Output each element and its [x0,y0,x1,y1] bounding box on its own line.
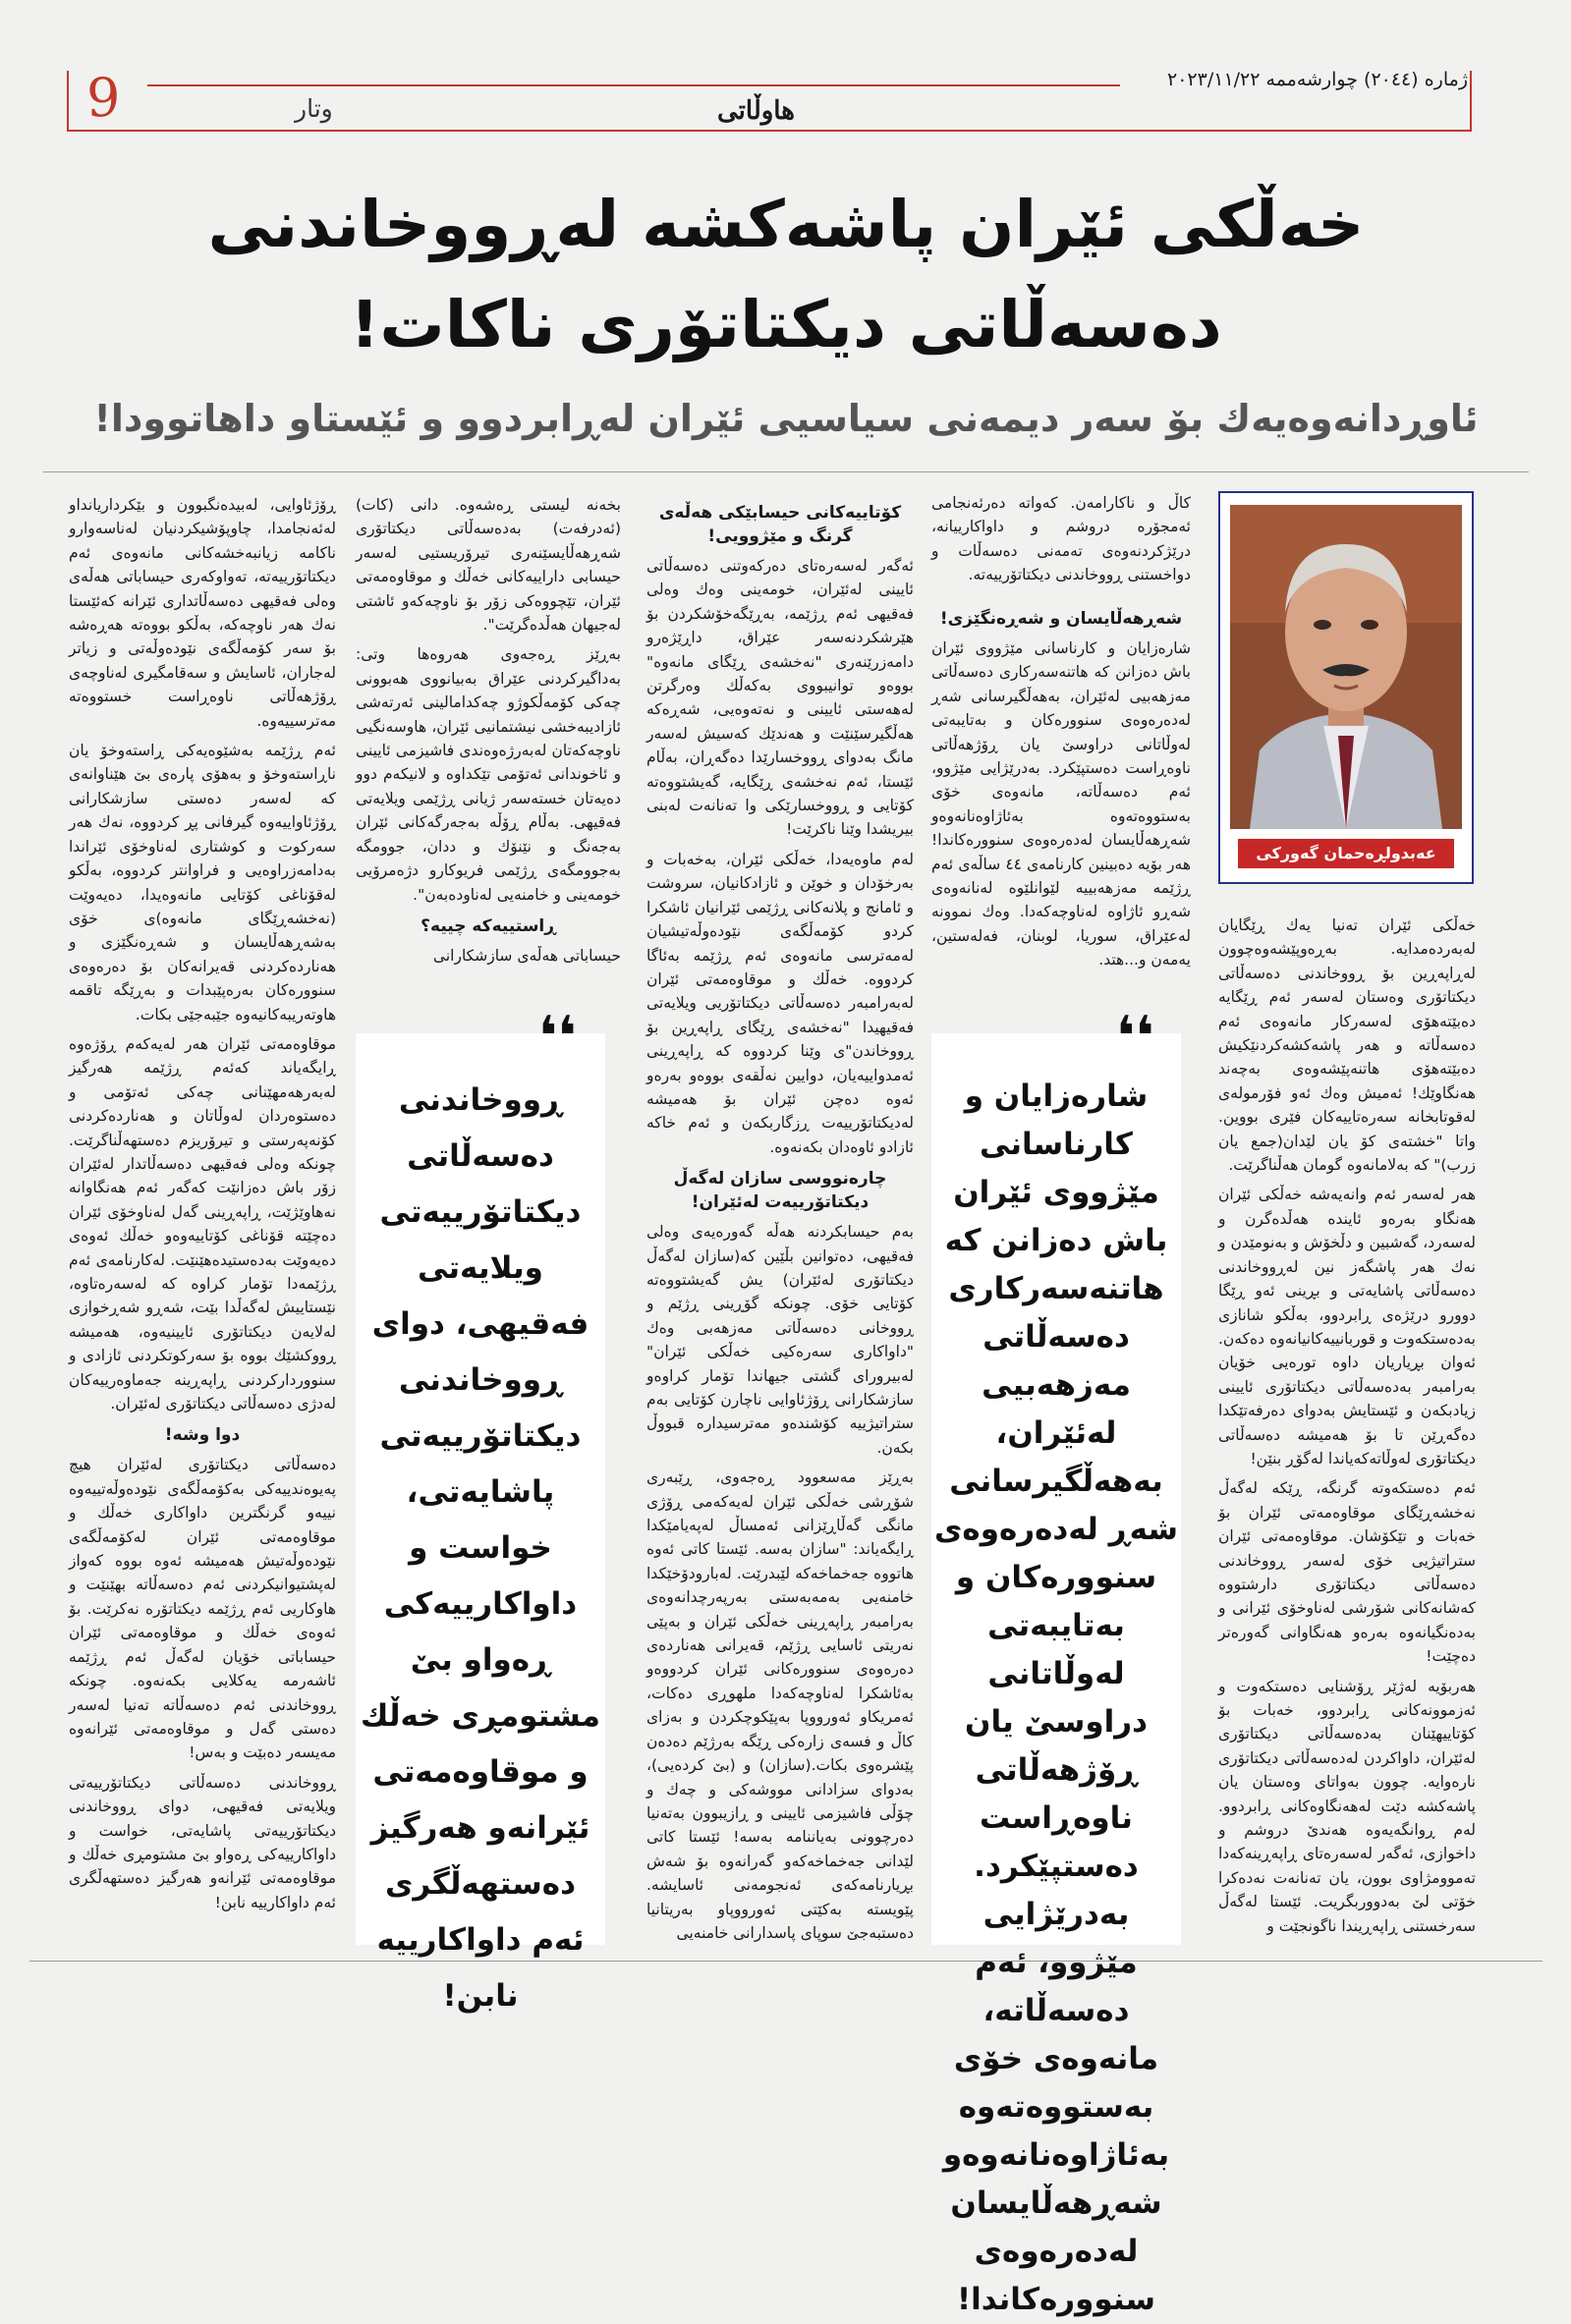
column-right-top [931,491,1191,593]
paragraph: شارەزایان و کارناسانی مێژووی ئێران باش دەزانن کە هاتنەسەرکاری دەسەڵاتی مەزهەبیی لەئێران، بەهەڵگیرسانی شەڕ لەدەرەوەی سنوورەکان و بەتایبەتی لەوڵاتانی دراوسێ یان ڕۆژهەڵاتی ناوەڕاست دەستپێکرد. بەدرێژایی مێژوو، ئەم دەسەڵاتە، مانەوەی خۆی بەستووەتەوە بەئاژاوەنانەوەو شەڕهەڵایسان لەدەرەوەی سنوورەکاندا! هەر بۆیە دەبینین کارنامەی ٤٤ ساڵەی ئەم ڕژێمە مەزهەبییە لێوانلێوە لەنانەوەی شەڕو ئاژاوە لەناوچەکەدا. وەك نموونە لەعێراق، سوریا، لوبنان، فەلەستین، یەمەن و...هتد. [931,639,1191,969]
paragraph: ئەگەر لەسەرەتای دەرکەوتنی دەسەڵاتی ئایینی لەئێران، خومەینی وەك وەلی فەقیهی ئەم ڕژێمە، بەڕێگەخۆشکردن بۆ هێرشکردنەسەر عێراق، داڕێژەرو دامەزرێنەری "نەخشەی ڕێگای مانەوە" بووەو توانیبووی بەکەڵك وەرگرتن لەهەستی ئایینی و نەتەوەیی، شەڕەکە هەڵگیرسێنێت و هەندێك کەسیش لەسەر مانگ بەدوای ڕووخسارێدا دەگەڕان، بەڵام ئێستا، ئەم نەخشەی ڕێگایە، گەیشتووەتە کۆتایی و ڕووخسارێکی وا تەنانەت لەبنی بیریشدا وێنا ناکرێت! [646,557,914,839]
section-heading: شەڕهەڵایسان و شەڕەنگێزی! [939,609,1183,629]
author-portrait-icon [1230,505,1462,829]
section-heading: دوا وشە! [164,1425,241,1446]
author-name-caption: عەبدولڕەحمان گەورکی [1238,839,1454,868]
paragraph: خەڵکی ئێران تەنیا یەك ڕێگایان لەبەردەمدایە. بەڕەوپێشەوەچوون لەڕاپەڕین بۆ ڕووخاندنی دەسەڵاتی دیکتاتۆری وەستان لەسەر ئەم ڕێگایە دەبێتەهۆی لەسەرکار مانەوەی ئەم دەسەڵاتە و هەر پاشەکشەکردنێکیش دەبێتەهۆی هاتنەپێشەوەی بەچەند هەنگاوێك! ئەمیش وەك ئەو فۆرمولەی لەقوتابخانە سەرەتاییەکان فێری بووین. واتا "خشتەی کۆ یان لێدان(جمع یان زرب)" کە بەلامانەوە گومان هەڵناگرێت. [1218,916,1476,1175]
paragraph: هەر لەسەر ئەم وانەیەشە خەڵکی ئێران هەنگاو بەرەو ئایندە هەڵدەگرن و لەسەرد، گەشبین و دڵخۆش و بەنومێدن و نەك هەر پاشگەز نین لەڕووخاندنی دەسەڵاتی پاشایەتی و بڕینی ئەو ڕێگا دوورو درێژەی ڕابردوو، بەڵکو شانازی بەدەستکەوت و قوربانییەکانیانەوە دەکەن. ئەوان بڕیاریان داوە تورەیی خۆیان بەرامبەر بەدەسەڵاتی دیکتاتۆری ئایینی زیادبکەن و ئێستایش بەدوای دەرفەتێکدا دەگەڕێن تا بۆ هەمیشە دەسەڵاتی دیکتاتۆری لەوڵاتەکەیاندا لەگۆڕ بنێن! [1218,1186,1476,1467]
pull-quote-left: ڕووخاندنی دەسەڵاتی دیکتاتۆرییەتی ویلایەتی فەقیهی، دوای ڕووخاندنی دیکتاتۆرییەتی پاشایەتی، خواست و داواکارییەکی ڕەواو بێ مشتومڕی خەڵك و موقاوەمەتی ئێرانەو هەرگیز دەستهەڵگری ئەم داواکارییە نابن! [356,1033,605,1945]
header-rule [147,84,1120,86]
page-number: 9 [86,67,121,129]
paragraph: ڕووخاندنی دەسەڵاتی دیکتاتۆرییەتی ویلایەتی فەقیهی، دوای ڕووخاندنی دیکتاتۆرییەتی پاشایەتی، خواست و داواکارییەکی ڕەواو بێ مشتومڕی خەڵك و موقاوەمەتی ئێرانەو هەرگیز دەستهەڵگری ئەم داواکارییە نابن! [69,1773,336,1911]
author-photo [1230,505,1462,829]
paragraph: حیساباتی هەڵەی سازشکارانی [432,946,621,965]
article-title: خەڵکی ئێران پاشەکشە لەڕووخاندنی دەسەڵاتی دیکتاتۆری ناکات! [207,187,1365,362]
paragraph: بەڕێز ڕەجەوی هەروەها وتی: بەداگیرکردنی عێراق بەبیانووی هەبوونی چەکی کۆمەڵکوژو چەکدامالینی ئەرتەشی ئازادیبەخشی نیشتمانیی ئێران، هاوسەنگیی ناوچەکەتان لەبەرژەوەندی فاشیزمی ئایینی و ئاخوندانی ئەتۆمی تێکداوە و لانیکەم دوو دەیەتان خستەسەر ژیانی ڕژێمی ویلایەتی فەقیهی. بەڵام ڕۆڵە بەجەرگەکانی ئێران بەجەنگ و نێنۆك و ددان، جوومگە بەجوومگەی ڕژێمی فریوکارو دژەمرۆیی خومەینی و خامنەیی لەناودەبەن". [356,645,621,904]
paragraph: ئەم دەستکەوتە گرنگە، ڕێکە لەگەڵ نەخشەڕێگای موقاوەمەتی ئێران بۆ خەبات و تێکۆشان. موقاوەمەتی ئێران ستراتیژیی خۆی لەسەر ڕووخاندنی دەسەڵاتی دیکتاتۆری دارشتووە کەشانەکانی شۆرشی لەناوخۆی ئێرانی و بەدەنگیانەوە بەرەو هەنگاوانی گەورەتر دەچێت! [1218,1479,1476,1666]
paragraph: کاڵ و ناکارامەن. کەواتە دەرئەنجامی ئەمجۆرە دروشم و داواکارییانە، درێژکردنەوەی تەمەنی دەسەڵات و دواخستنی ڕووخاندنی دیکتاتۆرییەتە. [931,494,1191,584]
section-heading: چارەنووسی سازان لەگەڵ دیکتاتۆرییەت لەئێران! [673,1169,887,1213]
section-label: وتار [295,94,333,123]
paragraph: ڕۆژئاوایی، لەبیدەنگبوون و بێکرداریانداو لەئەنجامدا، چاوپۆشیکردنیان لەناسەوارو ناکامە زیانبەخشەکانی مانەوەی ئەم دیکتاتۆرییەتە، تەواوکەری حیساباتی هەڵەی وەلی فەقیهی دەسەڵاتداری ئێرانە کەئێستا نەك هەر ناوچەکە، بەڵکو بووەتە هەڕەشە بۆ سەر کۆمەڵگەی نێودەوڵەتی و زیاتر لەجاران، ئاسایش و سەقامگیری لەناوچەی ڕۆژهەڵاتی ناوەڕاست خستووەتە مەترسییەوە. [69,496,336,730]
title-divider [43,471,1529,472]
paragraph: ئەم ڕژێمە بەشێوەیەکی ڕاستەوخۆ یان ناڕاستەوخۆ و بەهۆی پارەی بێ هێناوانەی کە لەسەر دەستی سازشکارانی ڕۆژئاواییەوە گیرفانی پڕ کردووە، نەك هەر سەرکوت و کوشتاری لەناوخۆی ئێراندا بەدامەزراوەیی و فراوانتر کردووە، بەڵکو لەقۆناغی کۆتایی مانەوەیدا، دەیەوێت (نەخشەڕێگای مانەوە)ی خۆی بەشەڕهەڵایسان و شەڕەنگێزی و هەناردەکردنی قەیرانەکان بۆ دەرەوەی سنوورەکان بەرەپێبدات و بەڕێگە تاقمە هاوتەریبەکانیەوە جێبەجێی بکات. [69,742,336,1024]
column-4 [69,493,336,1920]
quote-mark-icon: ❛❛ [538,1005,577,1069]
column-2 [646,493,914,1951]
quote-mark-icon: ❛❛ [1116,1005,1154,1069]
paragraph: لەم ماوەیەدا، خەڵکی ئێران، بەخەبات و بەرخۆدان و خوێن و ئازادکانیان، سروشت و ئامانج و پلانەکانی ڕژێمی ئێرانیان ئاشکرا کردو کۆمەڵگەی نێودەوڵەتیشیان لەمەترسی مانەوەی ئەم ڕژێمە بەئاگا کردووە. خەڵك و موقاوەمەتی ئێران لەبەرامبەر دەسەڵاتی دیکتاتۆریی ویلایەتی فەقیهیدا "نەخشەی ڕێگای ڕاپەڕین بۆ ڕووخاندن"ی وێنا کردووە کە ڕاپەڕینی ئەمدواییەیان، دوایین نەڵقەی بووەو بەرەو ئەوە دەچن ئێران بۆ هەمیشە لەدیکتاتۆرییەت ڕزگاربکەن و ئەم خاکە ئازادو ئاوەدان بکەنەوە. [646,850,914,1156]
paragraph: موقاوەمەتی ئێران هەر لەیەکەم ڕۆژەوە ڕایگەیاند کەئەم ڕژێمە هەرگیز لەبەرهەمهێنانی چەکی ئەتۆمی و دەستوەردان لەوڵاتان و هەناردەکردنی کۆنەپەرستی و تیرۆریزم دەستهەڵناگرێت. چونکە وەلی فەقیهی دەسەڵاتدار لەئێران زۆر باش دەزانێت کەگەر ئەم هەنگاوانە نەهاوێژێت، ڕاپەڕینی گەل لەناوخۆی ئێران دەچێتە قۆناغی کۆتاییەوەو خەڵك ئەوەی دەیەوێت بەدەستیدەهێنێت. لەکارنامەی ئەم ڕژێمەدا تۆمار کراوە کە لەسەرەتاوە، نێستاییش لەگەڵدا بێت، شەڕو شەڕخوازی لەلایەن دیکتاتۆری ئایینیەوە، هەمیشە ڕووکشێك بووە بۆ سەرکوتکردنی ئازادی و سنووردارکردنی ڕاپەڕینە جەماوەرییەکان لەدژی دەسەڵاتی دیکتاتۆری لەئێران. [69,1034,336,1413]
newspaper-logo: هاوڵاتی [717,96,795,126]
pull-quote-right: شارەزایان و کارناسانی مێژووی ئێران باش دەزانن کە هاتنەسەرکاری دەسەڵاتی مەزهەبیی لەئێران، بەهەڵگیرسانی شەڕ لەدەرەوەی سنوورەکان و بەتایبەتی لەوڵاتانی دراوسێ یان ڕۆژهەڵاتی ناوەڕاست دەستپێکرد. بەدرێژایی مێژوو، ئەم دەسەڵاتە، مانەوەی خۆی بەستووەتەوە بەئاژاوەنانەوەو شەڕهەڵایسان لەدەرەوەی سنوورەکاندا! [931,1033,1181,1945]
column-3 [356,493,621,973]
section-heading: کۆتاییەکانی حیسابێکی هەڵەی گرنگ و مێژوویی! [658,503,902,546]
author-photo-frame [1218,491,1474,884]
bottom-divider [29,1961,1543,1962]
paragraph: بەڕێز مەسعوود ڕەجەوی، ڕێبەری شۆڕشی خەڵکی ئێران لەیەکەمی ڕۆژی مانگی گەڵاڕێزانی ئەمساڵ لەپەیامێکدا ڕایگەیاند: "سازان بەسە. ئێستا کاتی ئەوە هاتووە جەخماخەکە لێبدرێت. لەبارودۆخێکدا خامنەیی بەمەبەستی بەرپەرچدانەوەی بەرامبەر ڕاپەڕینی خەڵکی ئێران و بەپێی نەریتی ئاسایی ڕژێم، قەیرانی هەناردەی دەرەوەی سنوورەکانی ئێران کردووەو بەئاشکرا لەناوچەکەدا ملهوڕی دەکات، ئەمریکاو ئەورووپا بەپێکوچکردن و بەزای کاڵ و فسەی زارەکی ڕێگە بەرژێم دەدەن پێشرەوی بکات.(سازان) و (بێ کردەیی)، بەدوای سزادانی مووشەکی و چەك و چۆڵی فاشیزمی ئایینی و ڕازیبوون بەتەنیا دەرچوونی بەیاننامە بەسە! ئێستا کاتی لێدانی جەخماخەکەو گەرانەوە بۆ شەش بڕیارنامەکەی ئەنجومەنی ئاسایشە. پێویستە بەکێتی ئەورووپاو بەریتانیا دەستبەجێ سوپای پاسدارانی خامنەیی [646,1468,914,1942]
paragraph: هەربۆیە لەژێر ڕۆشنایی دەستکەوت و ئەزموونەکانی ڕابردوو، خەبات بۆ کۆتاییهێنان بەدەسەڵاتی دیکتاتۆری لەئێران، داواکردن لەدەسەڵاتی دیکتاتۆری نارەوایە. چوون بەواتای وەستان یان پاشەکشە دێت لەهەنگاوەکانی ڕابردوو. لەم ڕوانگەیەوە هەندێ دروشم و داخوازی، ئەگەر لەسەرەتای ڕاپەڕینەکەدا تەموومژاوی بوون، یان تەنانەت نەدەکرا خۆتی لێ بەدووربگریت. ئێستا لەگەڵ سەرخستنی ڕاپەڕیندا ناگونجێت و [1218,1677,1476,1935]
paragraph: بخەنە لیستی ڕەشەوە. دانی (کات) (ئەدرفەت) بەدەسەڵاتی دیکتاتۆری شەڕهەڵایسێنەری تیرۆریستیی لەسەر حیسابی داراییەکانی خەڵك و موقاوەمەتی ئێران، تێچووەکی زۆر بۆ ناوچەکەو ئاشتی لەجیهان هەڵدەگرێت". [356,496,621,635]
article-subtitle: ئاوڕدانەوەیەك بۆ سەر دیمەنی سیاسیی ئێران لەڕابردوو و ئێستاو داهاتوودا! [93,397,1479,440]
column-right-mid [931,599,1191,978]
issue-info: ژمارە (٢٠٤٤) چوارشەممە ٢٠٢٣/١١/٢٢ [1167,69,1468,90]
column-far-right [1218,913,1476,1944]
section-heading: ڕاستییەکە چییە؟ [421,915,556,936]
paragraph: دەسەڵاتی دیکتاتۆری لەئێران هیچ پەیوەندییەکی بەکۆمەڵگەی نێودەوڵەتییەوە نییەو گرنگترین داواکاری خەڵك و موقاوەمەتی ئێران لەکۆمەڵگەی نێودەوڵەتیش هەمیشە ئەوە بووە کەواز لەپشتیوانیکردنی ئەم دەسەڵاتە بهێنێت و هاوکاریی ئەم ڕژێمە دیکتاتۆرە نەکرێت. بۆ ئەوەی خەڵك و موقاوەمەتی ئێران حیساباتی خۆیان لەگەڵ ئەم ڕژێمە ئاشەرمە یەکلایی بکەنەوە. چونکە ڕووخاندنی ئەم دەسەڵاتە تەنیا لەسەر دەستی گەل و موقاوەمەتی ئێرانەوە مەیسەر دەبێت و بەس! [69,1456,336,1762]
paragraph: بەم حیسابکردنە هەڵە گەورەیەی وەلی فەقیهی، دەتوانین بڵێین کە(سازان لەگەڵ دیکتاتۆری لەئێران) یش گەیشتووەتە کۆتایی خۆی. چونکە گۆڕینی ڕژێم و ڕووخانی دەسەڵاتی مەزهەبی وەك "داواکاری سەرەکیی خەڵکی ئێران" لەبیرورای گشتی جیهاندا تۆمار کراوەو سازشکارانی ڕۆژئاوایی ناچارن کۆتایی بەم ستراتیژییە کۆشندەو مەترسیدارە قبووڵ بکەن. [646,1223,914,1457]
